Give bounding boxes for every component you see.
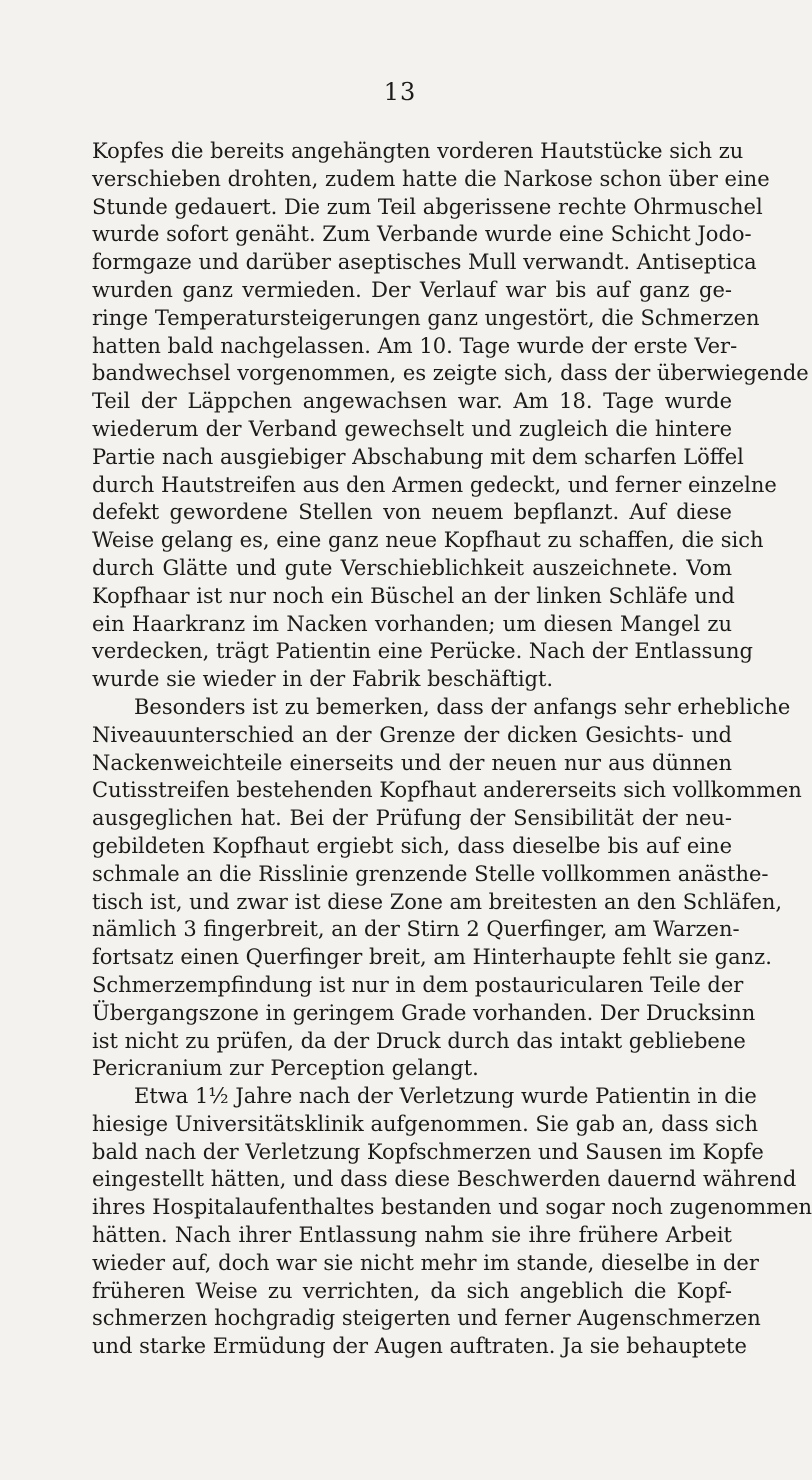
text-line: Cutisstreifen bestehenden Kopfhaut andererseits sich vollkommen	[92, 778, 802, 803]
text-line: ausgeglichen hat. Bei der Prüfung der Sensibilität der neu-	[92, 806, 732, 831]
text-line: wurden ganz vermieden. Der Verlauf war bis auf ganz ge-	[92, 277, 732, 302]
text-line: ein Haarkranz im Nacken vorhanden; um diesen Mangel zu	[92, 611, 732, 636]
text-line: früheren Weise zu verrichten, da sich angeblich die Kopf-	[92, 1278, 732, 1303]
text-line: verdecken, trägt Patientin eine Perücke. Nach der Entlassung	[92, 639, 753, 664]
text-line: Kopfhaar ist nur noch ein Büschel an der linken Schläfe und	[92, 583, 735, 608]
text-line: ihres Hospitalaufenthaltes bestanden und sogar noch zugenommen	[92, 1195, 812, 1220]
page-number: 13	[383, 78, 417, 106]
text-line: ist nicht zu prüfen, da der Druck durch das intakt gebliebene	[92, 1028, 746, 1053]
text-line: fortsatz einen Querfinger breit, am Hinterhaupte fehlt sie ganz.	[92, 945, 772, 970]
text-line: wurde sie wieder in der Fabrik beschäftigt.	[92, 667, 554, 692]
text-line: tisch ist, und zwar ist diese Zone am breitesten an den Schläfen,	[92, 889, 783, 914]
text-line: Besonders ist zu bemerken, dass der anfangs sehr erhebliche	[134, 694, 791, 719]
text-line: formgaze und darüber aseptisches Mull verwandt. Antiseptica	[92, 250, 757, 275]
text-line: Weise gelang es, eine ganz neue Kopfhaut zu schaffen, die sich	[92, 528, 764, 553]
text-line: gebildeten Kopfhaut ergiebt sich, dass dieselbe bis auf eine	[92, 833, 732, 858]
text-line: durch Hautstreifen aus den Armen gedeckt, und ferner einzelne	[92, 472, 777, 497]
text-line: Teil der Läppchen angewachsen war. Am 18. Tage wurde	[92, 389, 732, 414]
text-line: Etwa 1½ Jahre nach der Verletzung wurde Patientin in die	[134, 1084, 757, 1109]
body-text	[92, 138, 812, 1361]
text-line: hatten bald nachgelassen. Am 10. Tage wurde der erste Ver-	[92, 333, 738, 358]
text-line: verschieben drohten, zudem hatte die Narkose schon über eine	[92, 166, 770, 191]
text-line: Nackenweichteile einerseits und der neuen nur aus dünnen	[92, 750, 732, 775]
text-line: wieder auf, doch war sie nicht mehr im stande, dieselbe in der	[92, 1250, 759, 1275]
text-line: und starke Ermüdung der Augen auftraten. Ja sie behauptete	[92, 1334, 747, 1359]
text-line: wiederum der Verband gewechselt und zugleich die hintere	[92, 416, 732, 441]
text-line: hätten. Nach ihrer Entlassung nahm sie ihre frühere Arbeit	[92, 1223, 732, 1248]
text-line: schmale an die Risslinie grenzende Stelle vollkommen anästhe-	[92, 861, 769, 886]
text-line: Pericranium zur Perception gelangt.	[92, 1056, 479, 1081]
text-line: bandwechsel vorgenommen, es zeigte sich, dass der überwiegende	[92, 361, 809, 386]
text-line: hiesige Universitätsklinik aufgenommen. Sie gab an, dass sich	[92, 1111, 759, 1136]
text-line: Übergangszone in geringem Grade vorhanden. Der Drucksinn	[92, 1000, 756, 1025]
text-line: ringe Temperatursteigerungen ganz ungestört, die Schmerzen	[92, 305, 760, 330]
text-line: defekt gewordene Stellen von neuem bepflanzt. Auf diese	[92, 500, 732, 525]
text-line: durch Glätte und gute Verschieblichkeit auszeichnete. Vom	[92, 555, 732, 580]
text-line: wurde sofort genäht. Zum Verbande wurde eine Schicht Jodo-	[92, 222, 752, 247]
text-line: Schmerzempfindung ist nur in dem postauricularen Teile der	[92, 972, 744, 997]
text-line: Stunde gedauert. Die zum Teil abgerissene rechte Ohrmuschel	[92, 194, 763, 219]
text-line: bald nach der Verletzung Kopfschmerzen und Sausen im Kopfe	[92, 1139, 764, 1164]
text-line: nämlich 3 fingerbreit, an der Stirn 2 Querfinger, am Warzen-	[92, 917, 740, 942]
text-line: Kopfes die bereits angehängten vorderen Hautstücke sich zu	[92, 139, 744, 163]
text-line: schmerzen hochgradig steigerten und ferner Augenschmerzen	[92, 1306, 761, 1331]
text-line: Niveauunterschied an der Grenze der dicken Gesichts- und	[92, 722, 732, 747]
text-line: eingestellt hätten, und dass diese Beschwerden dauernd während	[92, 1167, 797, 1192]
text-line: Partie nach ausgiebiger Abschabung mit dem scharfen Löffel	[92, 444, 744, 469]
